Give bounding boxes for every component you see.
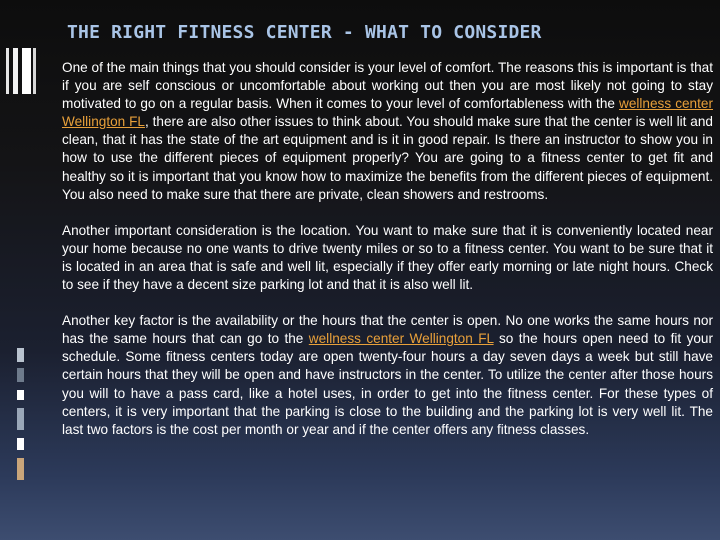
deco-block bbox=[17, 390, 24, 400]
paragraph-text: , there are also other issues to think about. You should make sure that the center is well lit and clean, that it has the state of the art equipment and is it in good repair. Is there an instructor to show you in how to use the different pieces of equipment properly? You are going to a fitness center to get fit and healthy so it is important that you know how to maximize the benefits from the different pieces of equipment. You also need to make sure that there are private, clean showers and restrooms. bbox=[62, 114, 713, 202]
deco-bar bbox=[22, 48, 31, 94]
paragraph-text: so the hours open need to fit your schedule. Some fitness centers today are open twenty-four hours a day seven days a week but still have certain hours that they will be open and have instructors in the center. To utilize the center after those hours you will to have a pass card, like a hotel uses, in order to get into the fitness center. For these types of centers, it is very important that the parking is close to the building and the parking lot is very well lit. The last two factors is the cost per month or year and if the center offers any fitness classes. bbox=[62, 331, 714, 437]
deco-bar bbox=[6, 48, 9, 94]
paragraph-comfort bbox=[62, 59, 713, 204]
deco-bar bbox=[13, 48, 18, 94]
slide-body bbox=[62, 59, 713, 457]
deco-block bbox=[17, 458, 24, 480]
deco-block bbox=[17, 348, 24, 362]
wellness-center-link[interactable]: wellness center Wellington FL bbox=[62, 96, 713, 130]
deco-block bbox=[17, 438, 24, 450]
wellness-center-link[interactable]: wellness center Wellington FL bbox=[308, 331, 494, 347]
paragraph-text: Another key factor is the availability or the hours that the center is open. No one works the same hours nor has the same hours that can go to the bbox=[62, 313, 713, 347]
paragraph-hours bbox=[62, 312, 713, 439]
paragraph-text: One of the main things that you should consider is your level of comfort. The reasons this is important is that if you are self conscious or uncomfortable about working out then you are most likely not going to stay motivated to go on a regular basis. When it comes to your level of comfortableness with the bbox=[62, 60, 713, 112]
paragraph-location: Another important consideration is the location. You want to make sure that it is conveniently located near your home because no one wants to drive twenty miles or so to a fitness center. You want to be sure that it is located in an area that is safe and well lit, especially if they offer early morning or late night hours. Check to see if they have a decent size parking lot and that it is also well lit. bbox=[62, 222, 713, 293]
slide-title: THE RIGHT FITNESS CENTER - WHAT TO CONSIDER bbox=[67, 22, 542, 43]
deco-block bbox=[17, 368, 24, 382]
decorative-bars bbox=[0, 48, 40, 540]
deco-block bbox=[17, 408, 24, 430]
deco-bar bbox=[33, 48, 36, 94]
